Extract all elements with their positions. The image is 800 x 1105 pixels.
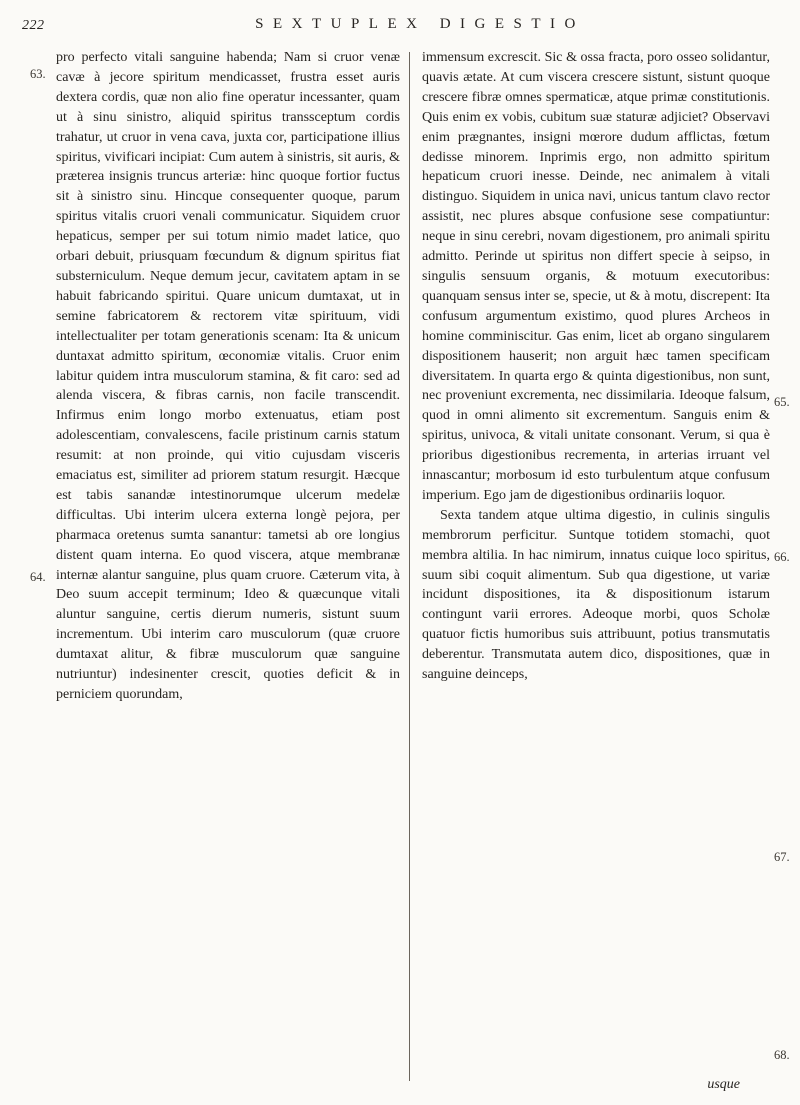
right-paragraph-2: Sexta tandem atque ultima digestio, in culinis singulis membrorum perficitur. Suntque totidem stomachi, quot membra altilia. In hac nimirum, innatus cuique loco spiritus, suum sibi coquit alimentum. Sub qua digestione, ut variæ incidunt dispositiones, ita & dispositionum istarum contingunt varii errores. Adeoque morbi, quos Scholæ quatuor fictis humoribus suis attribuunt, potius transmutatis deberentur. Transmutata autem dico, dispositiones, quæ in sanguine deinceps, <box>422 507 770 683</box>
running-title: SEXTUPLEX DIGESTIO <box>255 16 585 32</box>
margin-number-64: 64. <box>30 570 46 584</box>
margin-number-67: 67. <box>774 850 790 864</box>
catchword: usque <box>707 1077 740 1092</box>
right-paragraph-1: immensum excrescit. Sic & ossa fracta, poro osseo solidantur, quavis ætate. At cum viscera crescere sistunt, sistunt quoque crescere fibræ omnes spermaticæ, atque primæ constitutionis. Quis enim ex vobis, cubitum suæ staturæ adjiciet? Observavi enim prægnantes, insigni mœrore dudum afflictas, fœtum dedisse minorem. Inprimis ergo, non admitto spiritum hepaticum cruori inesse. Deinde, nec animalem à vitali distinguo. Siquidem in unica navi, unicus tantum clavo rector assistit, nec plures absque confusione sese compatiuntur: neque in sinu cerebri, novam digestionem, pro animali spiritu admitto. Perinde ut spiritus non differt specie à seipso, in singulis sensuum organis, & motuum executoribus: quanquam sensus inter se, specie, ut & à motu, discrepent: Ita confusum argumentum existimo, quod plures Archeos in homine comminiscitur. Gas enim, licet ab organo singularem dispositionem hauserit; non arguit hæc tamen specificam diversitatem. In quarta ergo & quinta digestionibus, non sunt, nec proveniunt excrementa, nec dissimilaria. Ideoque falsum, quod in omni alimento sit excrementum. Sanguis enim & spiritus, univoca, & vitali unitate consonant. Verum, si qua è prioribus digestionibus recrementa, in arterias irruant vel innascantur; morbosum id esto turbulentum atque confusum imperium. Ego jam de digestionibus ordinariis loquor. <box>422 50 770 503</box>
left-paragraph: pro perfecto vitali sanguine habenda; Nam si cruor venæ cavæ à jecore spiritum mendicasset, frustra esset auris dextera cordis, quæ non alio fine operatur incessanter, quam ut à sinu sinistro, aliquid spiritus transsceptum cordis trahatur, ut cruor in vena cava, juxta cor, participatione illius spiritus, vivificari incipiat: Cum autem à sinistris, sit auris, & præterea insignis truncus arteriæ: hinc quoque fortior fuctus sit à sinistro sinu. Hincque consequenter quoque, parum spiritus vitalis cruori venali communicatur. Siquidem cruor hepaticus, semper per sui totum nimio madet latice, quo orbari debuit, priusquam fœcundum & dignum spiritus fiat substerniculum. Neque demum jecur, cavitatem aptam in se habuit fabricando spiritui. Quare unicum dumtaxat, ut in semine fabricatorem & rectorem vitæ spirituum, vidi intellectualiter per totam generationis scenam: Ita & unicum duntaxat admitto spiritum, œconomiæ vitalis. Cruor enim labitur quidem intra musculorum stamina, & fit caro: sed ad alenda viscera, & fibras carnis, non facile transcendit. Infirmus enim longo morbo extenuatus, etiam post adolescentiam, convalescens, facile pristinum carnis statum resumit: at non proinde, qui vitio cujusdam visceris emaciatus est, similiter ad priorem statum resurgit. Hæcque est tabis sanandæ intestinorumque ulcerum medelæ difficultas. Ubi interim ulcera externa longè pejora, per pharmaca oretenus sumta sanantur: tametsi ab ore longius distent quam interna. Eo quod viscera, atque membranæ internæ alantur sanguine, plus quam cruore. Cæterum vita, à Deo suum accepit terminum; Ideo & quæcunque vitali aluntur sanguine, certis dierum numeris, sistunt suum incrementum. Ubi interim caro musculorum (quæ cruore dumtaxat alitur, & fibræ musculorum quæ sanguine nutriuntur) indesinenter crescit, quoties deficit & in perniciem quorundam, <box>56 50 400 702</box>
margin-number-66: 66. <box>774 550 790 564</box>
left-column <box>56 48 400 1087</box>
page-header <box>22 14 778 40</box>
margin-number-65: 65. <box>774 395 790 409</box>
margin-number-68: 68. <box>774 1048 790 1062</box>
margin-number-63: 63. <box>30 67 46 81</box>
column-divider <box>409 52 410 1081</box>
page-number: 222 <box>22 18 45 33</box>
right-column <box>422 48 770 1087</box>
